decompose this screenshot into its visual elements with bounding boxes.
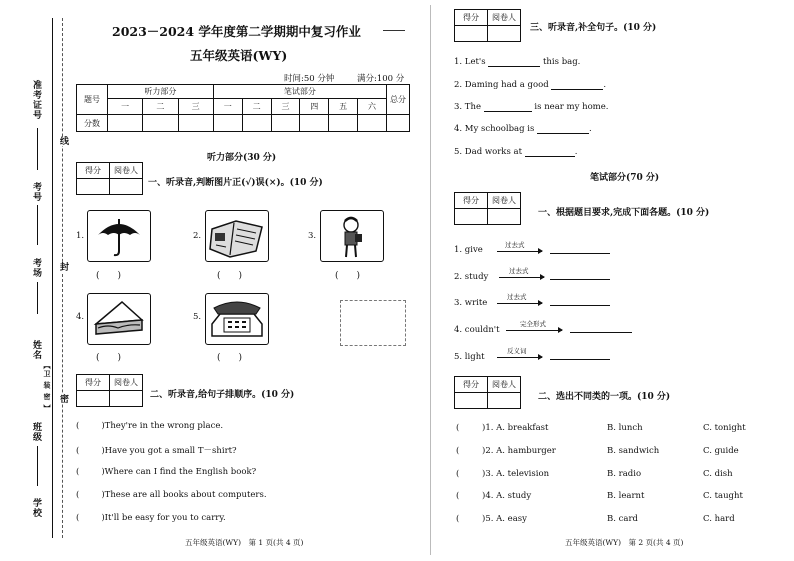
pic-number: 5. — [193, 312, 202, 322]
page2-footer: 五年级英语(WY) 第 2 页(共 4 页) — [565, 538, 684, 547]
written-col: 六 — [358, 99, 387, 115]
choice-paren[interactable]: ( — [456, 469, 460, 479]
telephone-icon — [205, 293, 269, 345]
choice-option-c: C. guide — [703, 446, 739, 456]
section3-title: 三、听录音,补全句子。(10 分) — [530, 23, 657, 33]
pic-number: 4. — [76, 312, 85, 322]
exam-id-blank — [37, 128, 38, 170]
written-col: 五 — [329, 99, 358, 115]
sentence-text: Have you got a small T－shirt? — [104, 446, 237, 456]
answer-paren[interactable]: ( ) — [217, 271, 243, 281]
grader-box-w1 — [454, 192, 521, 225]
fill-after: . — [603, 80, 607, 90]
answer-paren[interactable]: ( ) — [96, 353, 122, 363]
fill-before: 1. Let's — [454, 57, 486, 67]
page-title: 2023－2024 学年度第二学期期中复习作业 — [112, 24, 361, 39]
section1-title: 一、听录音,判断图片正(√)误(×)。(10 分) — [148, 178, 323, 188]
word-label: 4. couldn't — [454, 325, 500, 335]
title-rule — [383, 30, 405, 31]
score-cell[interactable] — [178, 115, 213, 132]
fill-blank[interactable] — [525, 156, 575, 157]
answer-blank[interactable] — [550, 243, 610, 254]
paren-open: ( — [76, 421, 80, 431]
room-label: 考场 — [31, 258, 41, 278]
fill-row — [454, 102, 608, 112]
page1-footer: 五年级英语(WY) 第 1 页(共 4 页) — [185, 538, 304, 547]
written-col: 一 — [213, 99, 242, 115]
answer-blank[interactable] — [550, 349, 610, 360]
grader-score-cell[interactable] — [455, 26, 488, 42]
written-section1-title: 一、根据题目要求,完成下面各题。(10 分) — [538, 208, 710, 218]
fill-blank[interactable] — [484, 111, 532, 112]
choice-paren[interactable]: ( — [456, 491, 460, 501]
grader-box-w2 — [454, 376, 521, 409]
written-col: 四 — [300, 99, 329, 115]
score-cell[interactable] — [358, 115, 387, 132]
answer-blank[interactable] — [550, 269, 610, 280]
answer-paren[interactable]: ( ) — [335, 271, 361, 281]
paren-close: ) — [101, 513, 105, 523]
grader-score-label: 得分 — [455, 10, 488, 26]
grader-box-s2 — [76, 374, 143, 407]
paren-open: ( — [76, 467, 80, 477]
grader-reviewer-cell[interactable] — [110, 179, 143, 195]
grader-score-cell[interactable] — [77, 179, 110, 195]
score-row-label: 分数 — [77, 115, 108, 132]
score-cell[interactable] — [329, 115, 358, 132]
listening-title: 听力部分(30 分) — [207, 153, 277, 163]
paren-open: ( — [76, 446, 80, 456]
choice-option-c: C. taught — [703, 491, 743, 501]
grader-score-label: 得分 — [77, 375, 110, 391]
word-label: 2. study — [454, 272, 489, 282]
grader-reviewer-label: 阅卷人 — [488, 377, 521, 393]
score-cell[interactable] — [143, 115, 178, 132]
choice-option-b: B. card — [607, 514, 638, 524]
listening-col: 二 — [143, 99, 178, 115]
boy-icon — [320, 210, 384, 262]
paren-close: ) — [101, 421, 105, 431]
blank-frame — [340, 300, 406, 346]
bind-char-line: 线 — [58, 136, 68, 146]
grader-box-s3 — [454, 9, 521, 42]
fill-after: . — [574, 147, 578, 157]
name-label: 姓名 — [31, 340, 41, 360]
fill-after: is near my home. — [534, 102, 609, 112]
room-blank — [37, 282, 38, 314]
requirement-label: 过去式 — [507, 293, 527, 301]
full-score-label: 满分:100 分 — [357, 74, 405, 84]
choice-option-a: )3. A. television — [482, 469, 550, 479]
sentence-row[interactable] — [76, 490, 267, 500]
grader-box-s1 — [76, 162, 143, 195]
bind-char-seal: 封 — [58, 262, 68, 272]
margin-border — [52, 18, 53, 538]
fill-after: . — [589, 124, 592, 134]
score-cell[interactable] — [387, 115, 410, 132]
grader-reviewer-cell[interactable] — [488, 26, 521, 42]
grader-reviewer-label: 阅卷人 — [488, 10, 521, 26]
score-table — [76, 84, 410, 132]
exam-id-label: 准考证号 — [31, 80, 41, 120]
page-divider — [430, 5, 431, 555]
arrow-icon — [497, 251, 542, 252]
choice-option-b: B. radio — [607, 469, 642, 479]
answer-blank[interactable] — [550, 295, 610, 306]
fill-row — [454, 80, 606, 90]
written-section2-title: 二、选出不同类的一项。(10 分) — [538, 392, 671, 402]
paren-close: ) — [101, 446, 105, 456]
requirement-label: 过去式 — [505, 241, 525, 249]
arrow-icon — [497, 303, 542, 304]
choice-option-a: )1. A. breakfast — [482, 423, 549, 433]
sentence-row[interactable] — [76, 444, 237, 456]
paren-open: ( — [76, 513, 80, 523]
choice-option-a: )5. A. easy — [482, 514, 527, 524]
fill-after: this bag. — [543, 57, 581, 67]
grader-score-cell[interactable] — [455, 393, 488, 409]
grader-score-label: 得分 — [455, 193, 488, 209]
listening-col: 一 — [108, 99, 143, 115]
class-label: 班级 — [31, 422, 41, 442]
fill-before: 2. Daming had a good — [454, 80, 549, 90]
choice-paren[interactable]: ( — [456, 514, 460, 524]
fill-blank[interactable] — [551, 89, 603, 90]
sentence-row[interactable] — [76, 467, 256, 477]
requirement-label: 过去式 — [509, 267, 529, 275]
grader-reviewer-cell[interactable] — [488, 393, 521, 409]
book-icon — [205, 210, 269, 262]
exam-no-blank — [37, 205, 38, 245]
fill-before: 4. My schoolbag is — [454, 124, 535, 134]
time-label: 时间:50 分钟 — [284, 74, 335, 84]
grader-score-label: 得分 — [77, 163, 110, 179]
score-cell[interactable] — [300, 115, 329, 132]
col-header: 题号 — [77, 85, 108, 115]
grader-reviewer-cell[interactable] — [110, 391, 143, 407]
grader-reviewer-label: 阅卷人 — [488, 193, 521, 209]
grader-score-cell[interactable] — [455, 209, 488, 225]
sentence-row[interactable] — [76, 421, 223, 431]
choice-paren[interactable]: ( — [456, 423, 460, 433]
fill-row — [454, 124, 592, 134]
arrow-icon — [506, 330, 562, 331]
word-label: 3. write — [454, 298, 488, 308]
fill-blank[interactable] — [537, 133, 589, 134]
fill-before: 5. Dad works at — [454, 147, 522, 157]
score-cell[interactable] — [213, 115, 242, 132]
choice-option-a: )4. A. study — [482, 491, 532, 501]
choice-option-a: )2. A. hamburger — [482, 446, 556, 456]
word-label: 5. light — [454, 352, 485, 362]
pic-number: 3. — [308, 231, 317, 241]
grader-reviewer-label: 阅卷人 — [110, 375, 143, 391]
grader-score-cell[interactable] — [77, 391, 110, 407]
paren-close: ) — [101, 490, 105, 500]
total-header: 总分 — [387, 85, 410, 115]
sentence-row[interactable] — [76, 513, 226, 523]
choice-option-b: B. learnt — [607, 491, 645, 501]
score-cell[interactable] — [271, 115, 300, 132]
paren-close: ) — [101, 467, 105, 477]
school-label: 学校 — [31, 498, 41, 518]
sentence-text: Where can I find the English book? — [104, 467, 257, 477]
margin-note: 【卫 装 密 】 — [43, 362, 52, 413]
requirement-label: 完全形式 — [520, 320, 546, 328]
paren-open: ( — [76, 490, 80, 500]
sentence-text: It'll be easy for you to carry. — [104, 513, 226, 523]
pic-number: 1. — [76, 231, 85, 241]
binding-line — [62, 18, 63, 538]
fill-blank[interactable] — [488, 66, 540, 67]
pic-number: 2. — [193, 231, 202, 241]
umbrella-icon — [87, 210, 151, 262]
written-col: 二 — [242, 99, 271, 115]
grader-score-label: 得分 — [455, 377, 488, 393]
choice-option-c: C. tonight — [703, 423, 746, 433]
listening-header: 听力部分 — [108, 85, 214, 99]
sentence-text: These are all books about computers. — [104, 490, 267, 500]
grader-reviewer-label: 阅卷人 — [110, 163, 143, 179]
fill-row — [454, 57, 580, 67]
page-subtitle: 五年级英语(WY) — [190, 48, 288, 63]
choice-paren[interactable]: ( — [456, 446, 460, 456]
written-header: 笔试部分 — [213, 85, 386, 99]
exam-no-label: 考号 — [31, 182, 41, 202]
grader-reviewer-cell[interactable] — [488, 209, 521, 225]
choice-option-b: B. sandwich — [607, 446, 660, 456]
arrow-icon — [497, 357, 542, 358]
listening-col: 三 — [178, 99, 213, 115]
choice-option-c: C. hard — [703, 514, 735, 524]
written-col: 三 — [271, 99, 300, 115]
choice-option-c: C. dish — [703, 469, 733, 479]
answer-paren[interactable]: ( ) — [217, 353, 243, 363]
sentence-text: They're in the wrong place. — [104, 421, 224, 431]
choice-option-b: B. lunch — [607, 423, 643, 433]
fill-before: 3. The — [454, 102, 481, 112]
word-label: 1. give — [454, 245, 483, 255]
score-cell[interactable] — [108, 115, 143, 132]
answer-paren[interactable]: ( ) — [96, 271, 122, 281]
requirement-label: 反义词 — [507, 347, 527, 355]
score-cell[interactable] — [242, 115, 271, 132]
sandwich-icon — [87, 293, 151, 345]
written-title: 笔试部分(70 分) — [590, 173, 660, 183]
arrow-icon — [499, 277, 544, 278]
bind-char-secret: 密 — [58, 394, 68, 404]
answer-blank[interactable] — [570, 322, 632, 333]
section2-title: 二、听录音,给句子排顺序。(10 分) — [150, 390, 295, 400]
fill-row — [454, 147, 577, 157]
class-blank — [37, 446, 38, 486]
